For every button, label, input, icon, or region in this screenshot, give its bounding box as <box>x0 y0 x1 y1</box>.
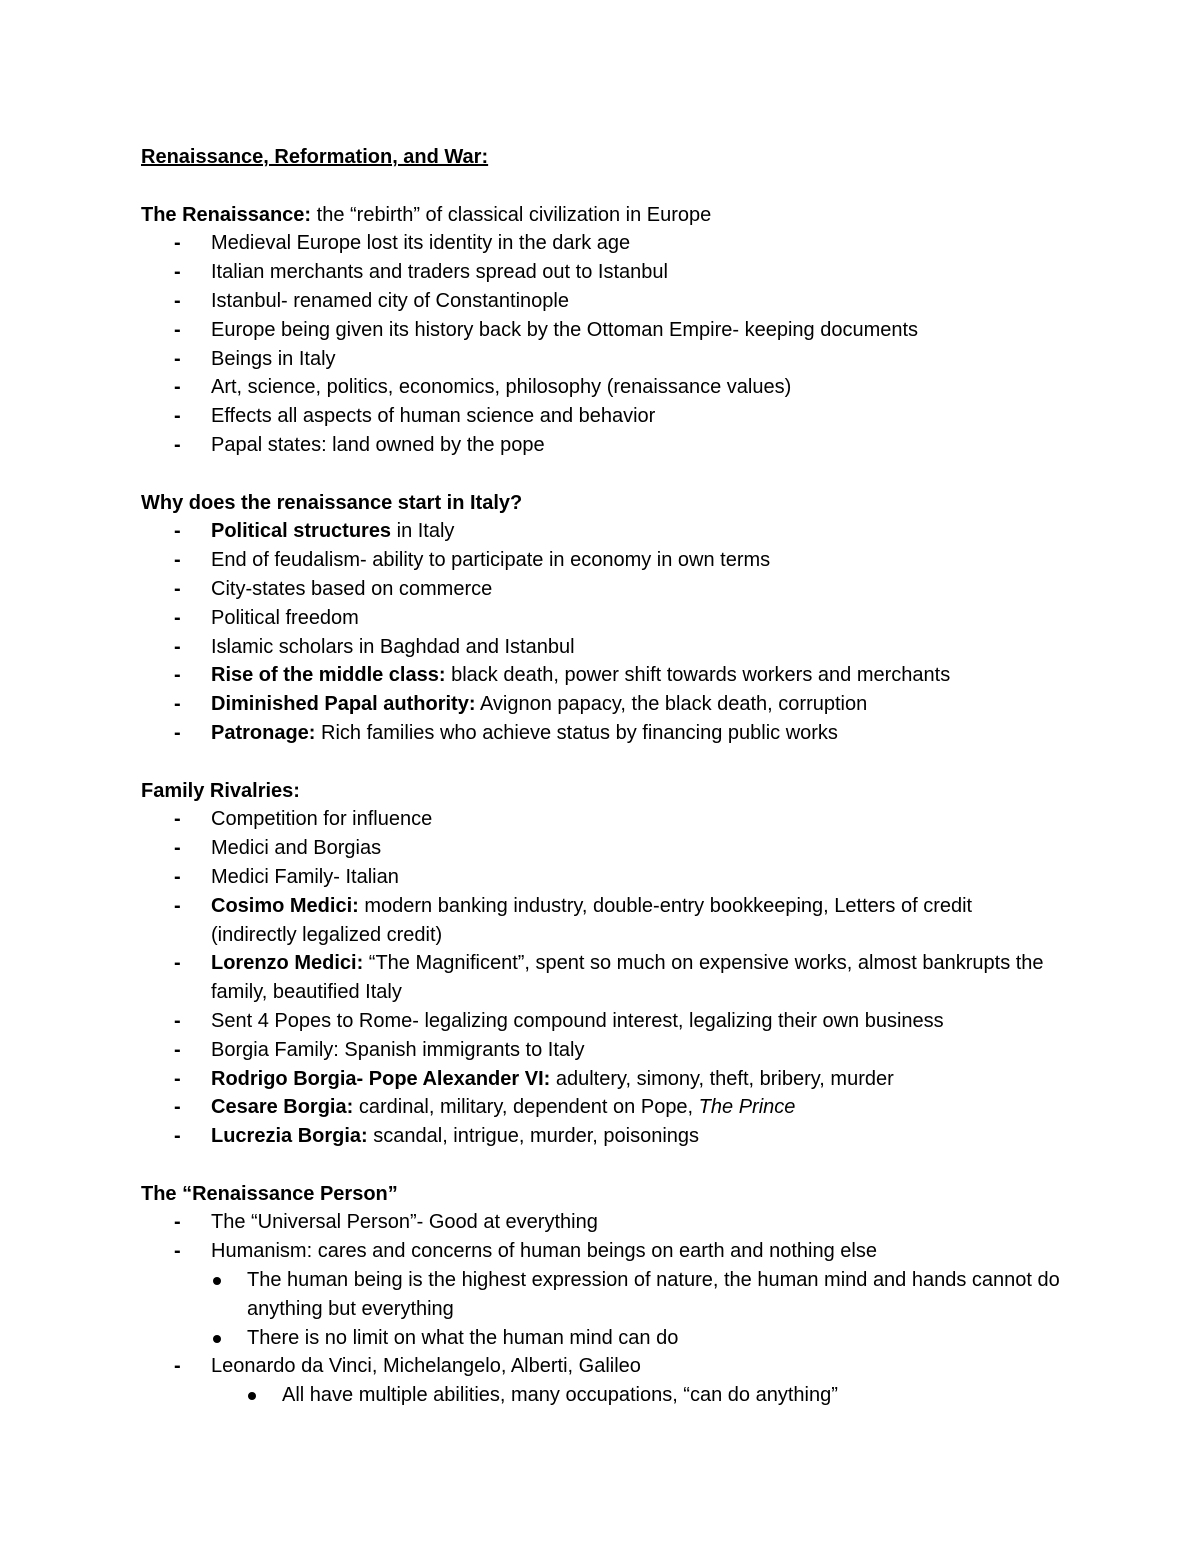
list-item: - Political structures in Italy <box>141 517 1061 546</box>
dash-bullet: - <box>174 1211 181 1234</box>
document-body <box>141 143 1061 1410</box>
term-definition: the “rebirth” of classical civilization in Europe <box>311 203 712 226</box>
list-item: - Art, science, politics, economics, philosophy (renaissance values) <box>141 373 1061 402</box>
list-item: - Leonardo da Vinci, Michelangelo, Alberti, Galileo <box>141 1352 1061 1381</box>
dash-bullet: - <box>174 549 181 572</box>
dash-bullet: - <box>174 664 181 687</box>
dash-bullet: - <box>174 1125 181 1148</box>
section-renaissance-definition <box>141 201 1061 230</box>
list-item: - Medici Family- Italian <box>141 863 1061 892</box>
list-item: - Effects all aspects of human science and behavior <box>141 402 1061 431</box>
dash-bullet: - <box>174 1355 181 1378</box>
section-heading: Family Rivalries: <box>141 779 300 802</box>
section-heading: Why does the renaissance start in Italy? <box>141 491 523 514</box>
document-title: Renaissance, Reformation, and War: <box>141 146 489 168</box>
list-item: - Medieval Europe lost its identity in the dark age <box>141 229 1061 258</box>
list-item: - Rise of the middle class: black death, power shift towards workers and merchants <box>141 661 1061 690</box>
dash-bullet: - <box>174 606 181 629</box>
dash-bullet: - <box>174 1096 181 1119</box>
dash-bullet: - <box>174 376 181 399</box>
dash-bullet: - <box>174 261 181 284</box>
dash-bullet: - <box>174 1240 181 1263</box>
dash-bullet: - <box>174 952 181 975</box>
list-item: - Humanism: cares and concerns of human beings on earth and nothing else <box>141 1237 1061 1266</box>
list-item: - End of feudalism- ability to participate in economy in own terms <box>141 546 1061 575</box>
list-item: - Cosimo Medici: modern banking industry, double-entry bookkeeping, Letters of credit (indirectly legalized credit) <box>141 892 1061 950</box>
round-bullet <box>213 1335 221 1343</box>
dash-bullet: - <box>174 405 181 428</box>
list-item: - Europe being given its history back by the Ottoman Empire- keeping documents <box>141 316 1061 345</box>
dash-bullet: - <box>174 520 181 543</box>
dash-bullet: - <box>174 1009 181 1032</box>
round-bullet <box>248 1392 256 1400</box>
italic-title: The Prince <box>698 1096 796 1119</box>
sub-list-item: All have multiple abilities, many occupations, “can do anything” <box>141 1381 1061 1410</box>
dash-bullet: - <box>174 433 181 456</box>
list-item: - Diminished Papal authority: Avignon papacy, the black death, corruption <box>141 690 1061 719</box>
list-item: - Lorenzo Medici: “The Magnificent”, spent so much on expensive works, almost bankrupts the family, beautified Italy <box>141 949 1061 1007</box>
dash-bullet: - <box>174 318 181 341</box>
list-item: - Lucrezia Borgia: scandal, intrigue, murder, poisonings <box>141 1122 1061 1151</box>
list-item: - The “Universal Person”- Good at everything <box>141 1208 1061 1237</box>
round-bullet <box>213 1277 221 1285</box>
sub-list-item: The human being is the highest expression of nature, the human mind and hands cannot do anything but everything <box>141 1266 1061 1324</box>
term-label: The Renaissance: <box>141 203 312 226</box>
dash-bullet: - <box>174 693 181 716</box>
dash-bullet: - <box>174 1038 181 1061</box>
list-item: - Papal states: land owned by the pope <box>141 431 1061 460</box>
list-item: - Political freedom <box>141 604 1061 633</box>
list-item: - Cesare Borgia: cardinal, military, dependent on Pope, The Prince <box>141 1093 1061 1122</box>
dash-bullet: - <box>174 347 181 370</box>
dash-bullet: - <box>174 232 181 255</box>
dash-bullet: - <box>174 894 181 917</box>
list-item: - Istanbul- renamed city of Constantinople <box>141 287 1061 316</box>
list-item: - Beings in Italy <box>141 345 1061 374</box>
list-item: - Medici and Borgias <box>141 834 1061 863</box>
list-item: - Sent 4 Popes to Rome- legalizing compound interest, legalizing their own business <box>141 1007 1061 1036</box>
dash-bullet: - <box>174 289 181 312</box>
dash-bullet: - <box>174 1067 181 1090</box>
dash-bullet: - <box>174 865 181 888</box>
dash-bullet: - <box>174 808 181 831</box>
list-item: - Italian merchants and traders spread out to Istanbul <box>141 258 1061 287</box>
list-item: - Competition for influence <box>141 805 1061 834</box>
list-item: - City-states based on commerce <box>141 575 1061 604</box>
list-item: - Islamic scholars in Baghdad and Istanbul <box>141 633 1061 662</box>
dash-bullet: - <box>174 577 181 600</box>
list-item: - Rodrigo Borgia- Pope Alexander VI: adultery, simony, theft, bribery, murder <box>141 1065 1061 1094</box>
list-item: - Patronage: Rich families who achieve status by financing public works <box>141 719 1061 748</box>
dash-bullet: - <box>174 837 181 860</box>
section-heading: The “Renaissance Person” <box>141 1182 398 1205</box>
list-item: - Borgia Family: Spanish immigrants to Italy <box>141 1036 1061 1065</box>
dash-bullet: - <box>174 635 181 658</box>
sub-list-item: There is no limit on what the human mind can do <box>141 1324 1061 1353</box>
dash-bullet: - <box>174 721 181 744</box>
